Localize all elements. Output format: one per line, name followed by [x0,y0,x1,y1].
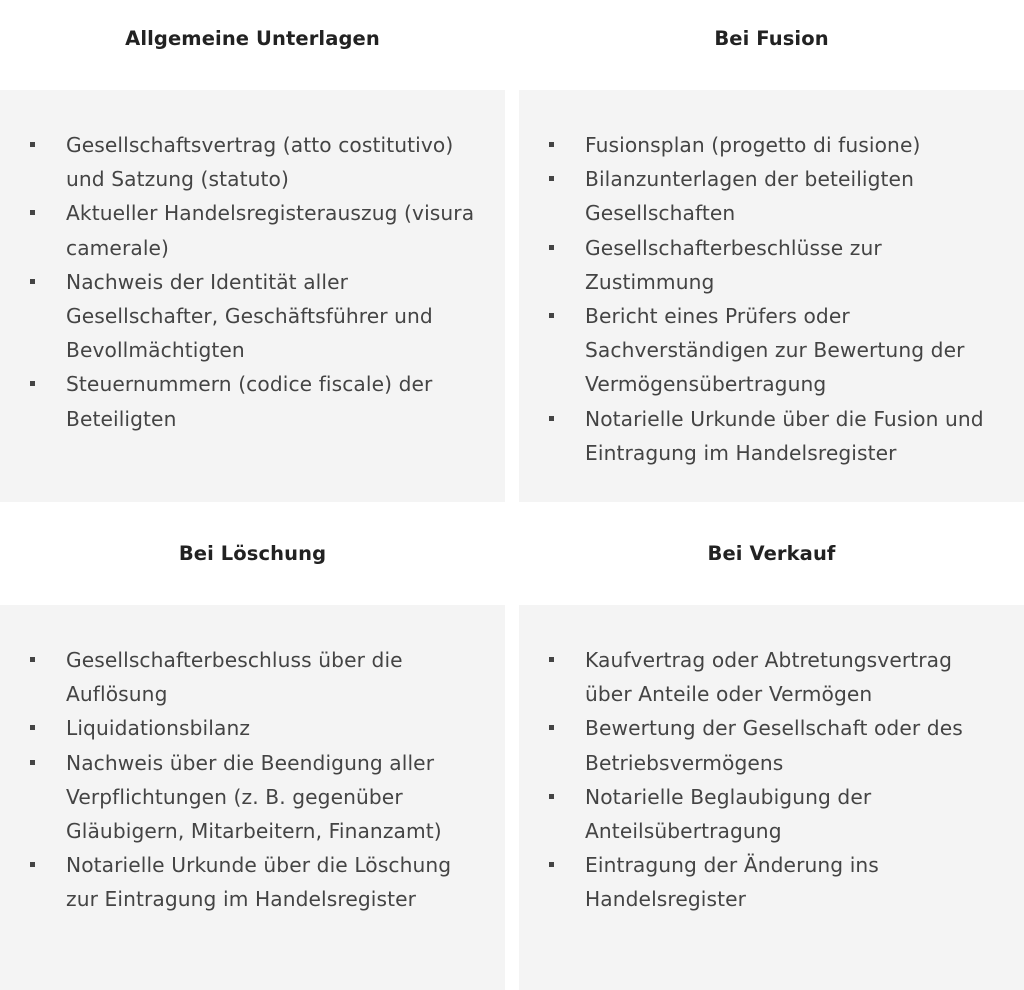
list-item-text: Gesellschafterbeschlüsse zur Zustimmung [585,235,882,294]
document-list [28,128,477,436]
list-item [28,746,477,849]
list-item [547,780,996,848]
bullet-icon [549,794,554,799]
bullet-icon [549,725,554,730]
list-item [547,299,996,402]
bullet-icon [30,210,35,215]
bullet-icon [549,142,554,147]
section-title: Bei Löschung [178,541,327,565]
section-panel [0,90,505,502]
bullet-icon [30,381,35,386]
section-title: Allgemeine Unterlagen [125,26,380,50]
section-panel [519,90,1024,502]
section-general-documents [0,0,505,502]
list-item-text: Bewertung der Gesellschaft oder des Betriebsvermögens [585,716,963,775]
list-item-text: Notarielle Beglaubigung der Anteilsübertragung [585,784,872,844]
list-item-text: Liquidationsbilanz [66,716,251,741]
document-list [547,128,996,470]
list-item [547,848,996,916]
list-item [28,711,477,745]
bullet-icon [30,725,35,730]
bullet-icon [30,760,35,765]
bullet-icon [30,142,35,147]
list-item [28,643,477,711]
list-item [28,196,477,264]
list-item-text: Steuernummern (codice fiscale) der Beteiligten [66,372,433,431]
list-item [547,711,996,779]
list-item-text: Notarielle Urkunde über die Löschung zur Eintragung im Handelsregister [66,853,452,912]
list-item-text: Gesellschaftsvertrag (atto costitutivo) und Satzung (statuto) [66,133,454,192]
list-item [547,643,996,711]
bullet-icon [30,657,35,662]
section-deletion [0,515,505,990]
list-item-text: Aktueller Handelsregisterauszug (visura camerale) [66,201,475,260]
bullet-icon [549,245,554,250]
section-sale [519,515,1024,990]
section-title: Bei Verkauf [707,541,836,565]
list-item-text: Bericht eines Prüfers oder Sachverständigen zur Bewertung der Vermögensübertragung [585,304,965,397]
bullet-icon [30,279,35,284]
bullet-icon [549,657,554,662]
list-item [28,848,477,916]
list-item [547,128,996,162]
list-item [547,231,996,299]
bullet-icon [549,176,554,181]
bullet-icon [549,862,554,867]
list-item-text: Nachweis über die Beendigung aller Verpflichtungen (z. B. gegenüber Gläubigern, Mitarbeitern, Finanzamt) [66,750,442,844]
document-list [28,643,477,917]
section-merger [519,0,1024,502]
list-item [547,162,996,230]
list-item [28,128,477,196]
list-item-text: Notarielle Urkunde über die Fusion und Eintragung im Handelsregister [585,406,984,465]
list-item-text: Eintragung der Änderung ins Handelsregister [585,853,879,912]
section-panel [0,605,505,990]
bullet-icon [30,862,35,867]
list-item [28,265,477,368]
section-panel [519,605,1024,990]
list-item-text: Kaufvertrag oder Abtretungsvertrag über Anteile oder Vermögen [585,648,953,707]
bullet-icon [549,313,554,318]
document-list [547,643,996,917]
list-item [547,402,996,470]
section-title: Bei Fusion [714,26,829,50]
list-item-text: Gesellschafterbeschluss über die Auflösung [66,648,403,707]
list-item-text: Nachweis der Identität aller Gesellschafter, Geschäftsführer und Bevollmächtigten [66,269,433,363]
list-item-text: Fusionsplan (progetto di fusione) [585,133,921,157]
list-item [28,367,477,435]
list-item-text: Bilanzunterlagen der beteiligten Gesellschaften [585,167,914,226]
bullet-icon [549,416,554,421]
